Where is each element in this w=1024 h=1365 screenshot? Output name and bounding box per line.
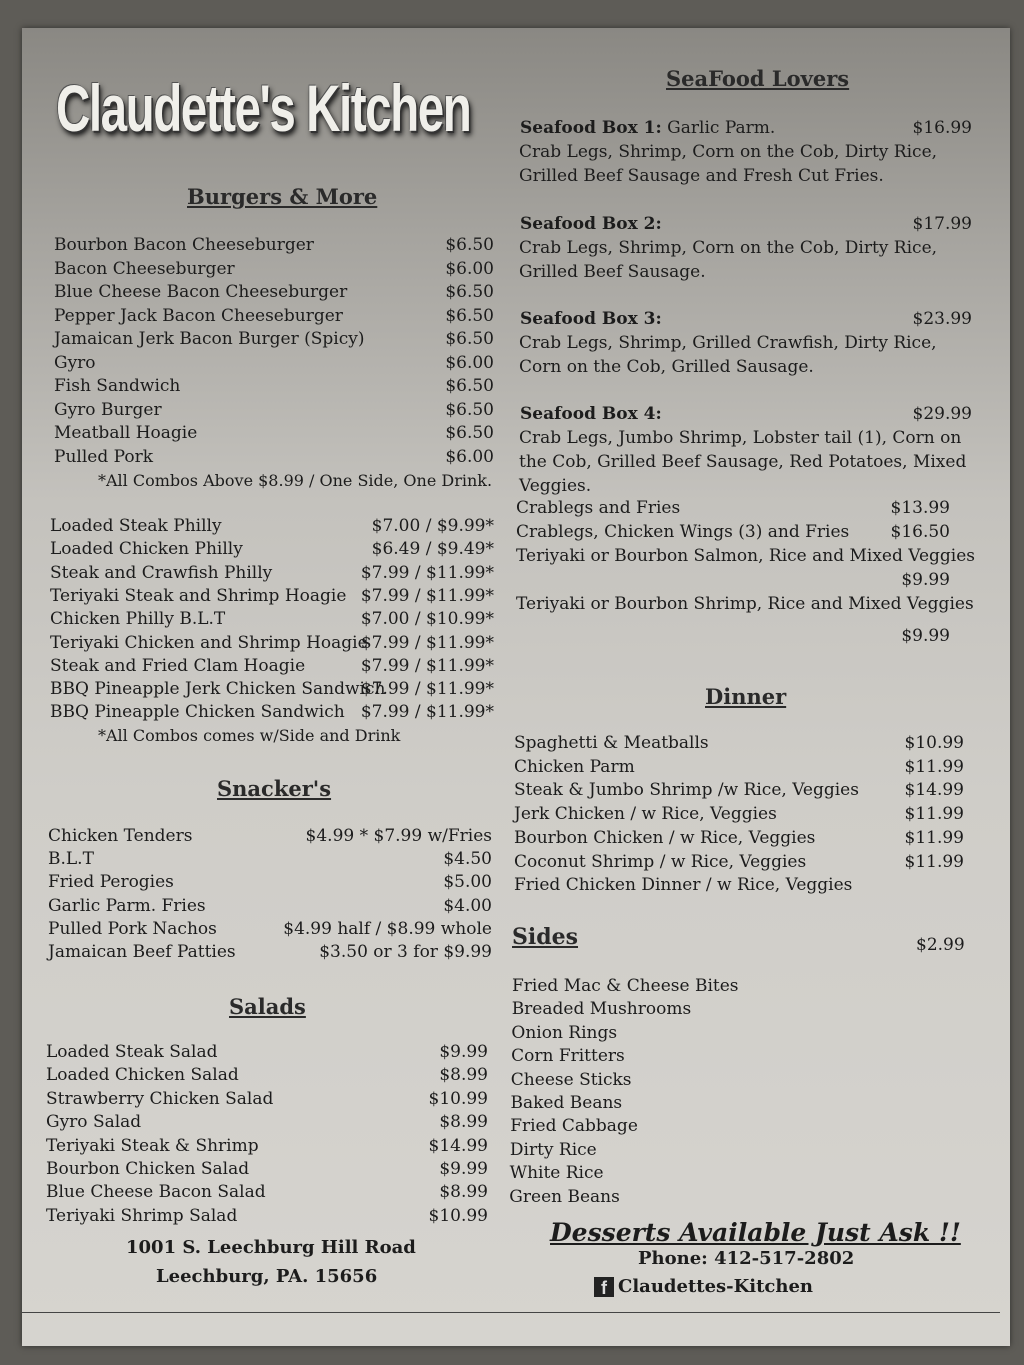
item-name: Blue Cheese Bacon Cheeseburger	[54, 282, 348, 302]
seafood-box-description: Crab Legs, Shrimp, Grilled Crawfish, Dirty Rice, Corn on the Cob, Grilled Sausage.	[519, 333, 937, 377]
item-name: Gyro Salad	[46, 1112, 142, 1133]
menu-item-price: $13.99	[890, 498, 950, 518]
menu-item	[48, 849, 492, 871]
menu-item-price: $9.99	[901, 570, 950, 590]
facebook-icon: f	[594, 1277, 614, 1297]
menu-item	[54, 259, 494, 281]
menu-item	[54, 306, 494, 328]
item-name: Garlic Parm. Fries	[48, 895, 206, 916]
sides-price: $2.99	[916, 935, 965, 955]
item-name: Fried Perogies	[48, 872, 174, 893]
menu-item-name: Crablegs and Fries	[516, 498, 681, 518]
item-name: Teriyaki Shrimp Salad	[46, 1205, 238, 1226]
item-price: $4.00	[443, 895, 492, 916]
menu-item	[54, 400, 494, 422]
menu-item-name: Teriyaki or Bourbon Shrimp, Rice and Mixed Veggies	[516, 594, 974, 614]
item-price: $6.00	[445, 352, 494, 373]
menu-item	[54, 353, 494, 375]
seafood-box-header	[520, 404, 972, 426]
menu-item	[54, 423, 494, 445]
item-price: $7.00 / $9.99*	[371, 516, 494, 536]
item-price: $3.50 or 3 for $9.99	[319, 942, 492, 962]
menu-item	[48, 826, 492, 848]
item-name: Spaghetti & Meatballs	[514, 733, 709, 753]
item-name: Loaded Steak Salad	[46, 1042, 218, 1062]
menu-item	[46, 1182, 488, 1204]
bottom-rule	[22, 1312, 1000, 1313]
item-price: $9.99	[439, 1042, 488, 1062]
menu-item	[514, 804, 964, 826]
item-name: Jamaican Jerk Bacon Burger (Spicy)	[54, 329, 365, 349]
item-name: Teriyaki Steak & Shrimp	[46, 1135, 259, 1156]
menu-item-name: Teriyaki or Bourbon Salmon, Rice and Mixed Veggies	[516, 546, 976, 566]
hoagies-combo-note: *All Combos comes w/Side and Drink	[98, 726, 401, 745]
seafood-box-header	[520, 214, 972, 236]
seafood-box-price: $23.99	[912, 309, 972, 329]
item-price: $6.00	[445, 446, 494, 467]
side-item: Onion Rings	[511, 1022, 618, 1043]
menu-item	[514, 780, 964, 802]
item-price: $6.50	[445, 329, 494, 349]
seafood-title: SeaFood Lovers	[666, 66, 850, 91]
item-name: Chicken Tenders	[48, 826, 193, 846]
side-item: Fried Cabbage	[510, 1116, 638, 1137]
menu-item	[50, 633, 494, 655]
restaurant-logo: Claudette's Kitchen	[56, 71, 471, 145]
item-name: Chicken Parm	[514, 756, 635, 777]
item-name: BBQ Pineapple Jerk Chicken Sandwich	[50, 679, 386, 700]
menu-item	[48, 872, 492, 894]
menu-item	[46, 1089, 488, 1111]
seafood-box-header	[520, 118, 972, 140]
menu-item	[54, 282, 494, 304]
menu-item-price: $16.50	[890, 522, 950, 542]
item-price: $8.99	[439, 1182, 488, 1203]
menu-item	[54, 376, 494, 398]
menu-item	[514, 875, 964, 897]
item-name: Chicken Philly B.L.T	[50, 609, 226, 630]
item-name: Pulled Pork Nachos	[48, 918, 217, 939]
menu-item	[54, 235, 494, 257]
item-price: $6.50	[445, 305, 494, 326]
seafood-box-name: Seafood Box 1:	[520, 118, 662, 138]
phone-number: Phone: 412-517-2802	[638, 1248, 855, 1269]
item-name: Steak and Crawfish Philly	[50, 562, 273, 583]
item-name: Meatball Hoagie	[54, 423, 198, 443]
item-price: $7.99 / $11.99*	[360, 585, 494, 606]
desserts-banner: Desserts Available Just Ask !!	[550, 1218, 961, 1247]
snackers-title: Snacker's	[217, 776, 332, 801]
address-line2: Leechburg, PA. 15656	[156, 1266, 378, 1287]
menu-item	[48, 942, 492, 964]
menu-item	[50, 679, 494, 701]
dinner-title: Dinner	[705, 684, 787, 709]
item-price: $4.99 half / $8.99 whole	[283, 918, 492, 939]
item-name: Blue Cheese Bacon Salad	[46, 1182, 266, 1203]
item-name: Teriyaki Steak and Shrimp Hoagie	[50, 585, 347, 606]
menu-item	[514, 733, 964, 755]
sides-title: Sides	[512, 924, 579, 950]
item-name: Teriyaki Chicken and Shrimp Hoagie	[50, 632, 368, 653]
item-name: Loaded Chicken Philly	[50, 539, 243, 560]
menu-item	[48, 896, 492, 918]
item-price: $5.00	[443, 872, 492, 893]
menu-item	[50, 563, 494, 585]
side-item: Cheese Sticks	[510, 1069, 632, 1090]
side-item: Green Beans	[509, 1186, 620, 1207]
item-price: $4.99 * $7.99 w/Fries	[305, 826, 492, 846]
menu-item	[514, 852, 964, 874]
item-price: $8.99	[439, 1112, 488, 1133]
menu-item	[54, 447, 494, 469]
side-item: Baked Beans	[510, 1093, 623, 1113]
item-price: $4.50	[443, 849, 492, 870]
address-line1: 1001 S. Leechburg Hill Road	[126, 1237, 416, 1258]
side-item: Corn Fritters	[511, 1046, 625, 1067]
menu-item	[514, 828, 964, 850]
item-name: Bourbon Chicken / w Rice, Veggies	[514, 827, 816, 848]
item-price: $11.99	[904, 827, 964, 848]
item-price: $6.50	[445, 235, 494, 255]
item-name: Gyro	[54, 352, 96, 373]
item-price: $7.00 / $10.99*	[360, 609, 494, 630]
item-price: $11.99	[904, 851, 964, 872]
facebook-handle	[594, 1276, 813, 1297]
item-name: Jerk Chicken / w Rice, Veggies	[514, 804, 777, 825]
facebook-handle-text: Claudettes-Kitchen	[618, 1276, 814, 1297]
item-name: B.L.T	[48, 849, 94, 870]
salads-title: Salads	[229, 994, 306, 1019]
item-price: $7.99 / $11.99*	[360, 702, 494, 723]
item-price: $6.50	[445, 376, 494, 396]
side-item: Dirty Rice	[509, 1139, 597, 1160]
item-price: $7.99 / $11.99*	[360, 679, 494, 700]
item-name: Bourbon Chicken Salad	[46, 1159, 250, 1179]
item-name: Strawberry Chicken Salad	[46, 1088, 274, 1109]
item-price: $14.99	[904, 780, 964, 801]
item-price: $10.99	[428, 1088, 488, 1109]
menu-item	[50, 539, 494, 561]
seafood-box-price: $29.99	[912, 404, 972, 424]
menu-item	[46, 1042, 488, 1064]
menu-item	[50, 702, 494, 724]
side-item: Fried Mac & Cheese Bites	[512, 976, 739, 996]
seafood-box-description: Crab Legs, Shrimp, Corn on the Cob, Dirty Rice, Grilled Beef Sausage.	[519, 238, 938, 282]
seafood-box-name: Seafood Box 4:	[520, 404, 662, 424]
menu-item	[46, 1112, 488, 1134]
item-price: $6.50	[445, 423, 494, 443]
item-price: $6.00	[445, 258, 494, 279]
item-name: Bacon Cheeseburger	[54, 258, 235, 279]
item-name: Steak and Fried Clam Hoagie	[50, 655, 306, 676]
burgers-title: Burgers & More	[187, 184, 378, 209]
menu-item-name: Crablegs, Chicken Wings (3) and Fries	[516, 522, 850, 542]
item-name: BBQ Pineapple Chicken Sandwich	[50, 702, 345, 723]
menu-item	[54, 329, 494, 351]
menu-item	[46, 1159, 488, 1181]
item-price: $8.99	[439, 1065, 488, 1086]
item-price: $7.99 / $11.99*	[360, 632, 494, 653]
side-item: White Rice	[509, 1163, 604, 1184]
item-price: $6.50	[445, 399, 494, 420]
item-price: $14.99	[428, 1135, 488, 1156]
item-price: $6.49 / $9.49*	[371, 539, 494, 560]
item-name: Pulled Pork	[54, 446, 154, 467]
item-price: $7.99 / $11.99*	[360, 655, 494, 676]
item-name: Jamaican Beef Patties	[48, 942, 236, 962]
item-price: $6.50	[445, 282, 494, 302]
seafood-box-header	[520, 309, 972, 331]
item-name: Fish Sandwich	[54, 376, 181, 396]
item-name: Bourbon Bacon Cheeseburger	[54, 235, 314, 255]
menu-item	[46, 1136, 488, 1158]
menu-item	[46, 1206, 488, 1228]
item-name: Pepper Jack Bacon Cheeseburger	[54, 305, 343, 326]
seafood-box-description: Crab Legs, Jumbo Shrimp, Lobster tail (1), Corn on the Cob, Grilled Beef Sausage, Red Potatoes, Mixed Veggies.	[519, 428, 967, 496]
menu-item	[514, 757, 964, 779]
side-item: Breaded Mushrooms	[511, 999, 692, 1020]
seafood-box-price: $17.99	[912, 214, 972, 234]
item-price: $11.99	[904, 804, 964, 825]
seafood-box-price: $16.99	[912, 118, 972, 138]
item-price: $10.99	[904, 733, 964, 753]
seafood-box-name: Seafood Box 3:	[520, 309, 662, 329]
item-name: Gyro Burger	[54, 399, 162, 420]
seafood-box-description: Crab Legs, Shrimp, Corn on the Cob, Dirty Rice, Grilled Beef Sausage and Fresh Cut Fries.	[519, 142, 938, 186]
menu-item	[50, 586, 494, 608]
item-name: Steak & Jumbo Shrimp /w Rice, Veggies	[514, 780, 859, 801]
item-name: Loaded Chicken Salad	[46, 1065, 239, 1086]
menu-item	[50, 656, 494, 678]
menu-item-price: $9.99	[901, 626, 950, 646]
burgers-combo-note: *All Combos Above $8.99 / One Side, One Drink.	[98, 471, 493, 490]
seafood-box-name: Seafood Box 2:	[520, 214, 662, 234]
menu-item	[50, 516, 494, 538]
item-price: $10.99	[428, 1205, 488, 1226]
menu-item	[50, 609, 494, 631]
item-name: Coconut Shrimp / w Rice, Veggies	[514, 851, 807, 872]
item-price: $11.99	[904, 756, 964, 777]
item-price: $9.99	[439, 1159, 488, 1179]
seafood-box-extra: Garlic Parm.	[661, 118, 776, 138]
item-name: Loaded Steak Philly	[50, 516, 222, 536]
menu-item	[48, 919, 492, 941]
item-name: Fried Chicken Dinner / w Rice, Veggies	[514, 875, 853, 896]
menu-item	[46, 1065, 488, 1087]
item-price: $7.99 / $11.99*	[360, 562, 494, 583]
